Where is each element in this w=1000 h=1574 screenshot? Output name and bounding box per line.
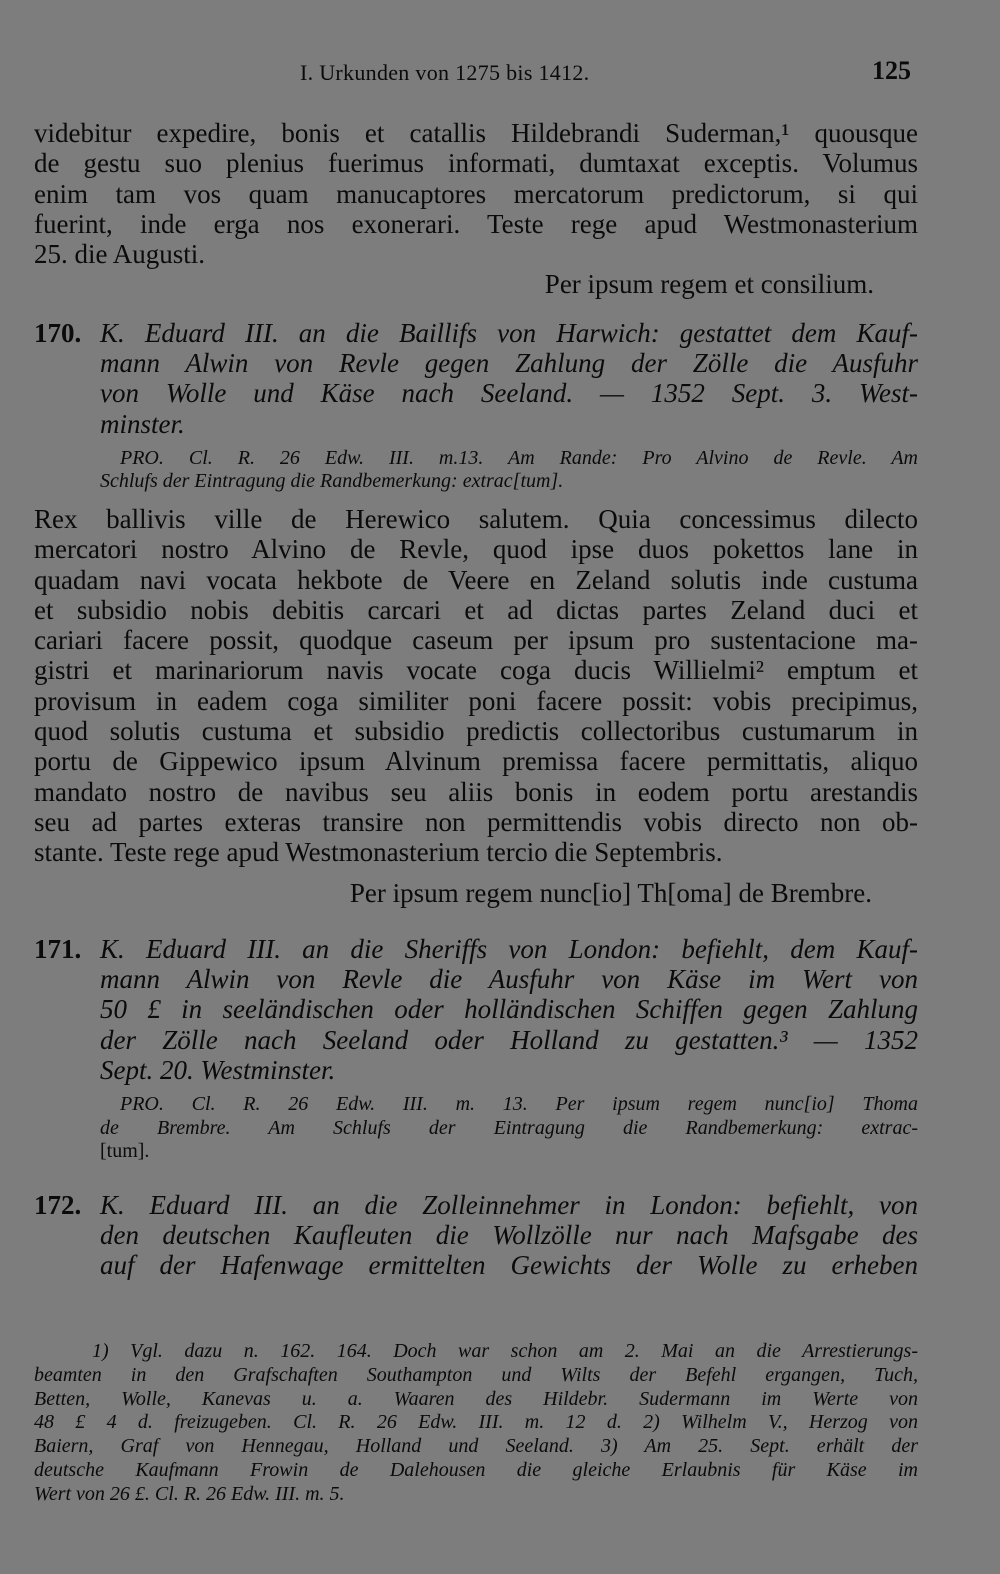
text-line: Rex ballivis ville de Herewico salutem. Quia concessimus dilecto <box>34 503 918 534</box>
signature-line: Per ipsum regem et consilium. <box>544 269 874 300</box>
regest-line: mann Alwin von Revle gegen Zahlung der Zölle die Ausfuhr <box>100 348 918 379</box>
entry-172 <box>34 1190 918 1281</box>
text-line: portu de Gippewico ipsum Alvinum premissa facere permittatis, aliquo <box>34 746 918 777</box>
text-line: videbitur expedire, bonis et catallis Hildebrandi Suderman,¹ quousque <box>34 118 918 148</box>
regest-line: K. Eduard III. an die Baillifs von Harwich: gestattet dem Kauf- <box>100 317 918 348</box>
entry-regest <box>34 318 918 439</box>
source-note <box>34 447 918 471</box>
text-line: gistri et marinariorum navis vocate coga ducis Willielmi² emptum et <box>34 655 918 686</box>
source-note-cont <box>34 1117 918 1164</box>
entry-regest <box>34 934 918 1085</box>
regest-line: von Wolle und Käse nach Seeland. — 1352 Sept. 3. West- <box>100 378 918 409</box>
entry-number: 172. <box>34 1189 82 1220</box>
regest-line: auf der Hafenwage ermittelten Gewichts der Wolle zu erheben <box>100 1250 918 1281</box>
text-line: quod solutis custuma et subsidio predictis collectoribus custumarum in <box>34 716 918 747</box>
text-line: mandato nostro de navibus seu aliis bonis in eodem portu arestandis <box>34 776 918 807</box>
entry-number: 171. <box>34 933 82 964</box>
entry-171 <box>34 934 918 1164</box>
text-line: enim tam vos quam manucaptores mercatorum predictorum, si qui <box>34 178 918 209</box>
signature-line: Per ipsum regem nunc[io] Th[oma] de Brembre. <box>349 877 872 908</box>
continued-text <box>34 118 918 300</box>
text-line: de gestu suo plenius fuerimus informati, dumtaxat exceptis. Volumus <box>34 148 918 179</box>
source-line: de Brembre. Am Schlufs der Eintragung die Randbemerkung: extrac- <box>100 1116 918 1139</box>
footnotes <box>34 1340 918 1507</box>
text-line: et subsidio nobis debitis carcari et ad dictas partes Zeland duci et <box>34 594 918 625</box>
page-body <box>34 118 918 1281</box>
text-line: mercatori nostro Alvino de Revle, quod ipse duos pokettos lane in <box>34 534 918 565</box>
source-line: Schlufs der Eintragung die Randbemerkung: extrac[tum]. <box>100 470 564 493</box>
footnote-line: beamten in den Grafschaften Southampton und Wilts der Befehl ergangen, Tuch, <box>34 1363 918 1386</box>
text-line: 25. die Augusti. <box>34 239 206 270</box>
regest-line: der Zölle nach Seeland oder Holland zu gestatten.³ — 1352 <box>100 1024 918 1055</box>
footnote-line: 48 £ 4 d. freizugeben. Cl. R. 26 Edw. III. m. 12 d. 2) Wilhelm V., Herzog von <box>34 1411 918 1434</box>
regest-line: K. Eduard III. an die Sheriffs von London: befiehlt, dem Kauf- <box>100 933 918 964</box>
footnote-line: Wert von 26 £. Cl. R. 26 Edw. III. m. 5. <box>34 1482 345 1505</box>
source-note <box>34 1093 918 1117</box>
text-line: seu ad partes exteras transire non permittendis vobis directo non ob- <box>34 806 918 837</box>
entry-170 <box>34 318 918 908</box>
page-header <box>0 56 1000 92</box>
regest-line: K. Eduard III. an die Zolleinnehmer in London: befiehlt, von <box>100 1189 918 1220</box>
text-line: stante. Teste rege apud Westmonasterium tercio die Septembris. <box>34 837 723 868</box>
footnote-line: Betten, Wolle, Kanevas u. a. Waaren des Hildebr. Sudermann im Werte von <box>34 1387 918 1410</box>
source-line: PRO. Cl. R. 26 Edw. III. m. 13. Per ipsum regem nunc[io] Thoma <box>120 1093 918 1116</box>
source-line: [tum]. <box>100 1140 150 1163</box>
source-line: PRO. Cl. R. 26 Edw. III. m.13. Am Rande: Pro Alvino de Revle. Am <box>120 446 918 469</box>
running-head: I. Urkunden von 1275 bis 1412. <box>300 60 590 85</box>
footnote-line: 1) Vgl. dazu n. 162. 164. Doch war schon am 2. Mai an die Arrestierungs- <box>92 1340 918 1362</box>
regest-line: 50 £ in seeländischen oder holländischen Schiffen gegen Zahlung <box>100 994 918 1025</box>
footnote-line: deutsche Kaufmann Frowin de Dalehousen die gleiche Erlaubnis für Käse im <box>34 1458 918 1481</box>
text-line: cariari facere possit, quodque caseum per ipsum pro sustentacione ma- <box>34 625 918 656</box>
document-text <box>34 504 918 868</box>
regest-line: den deutschen Kaufleuten die Wollzölle nur nach Mafsgabe des <box>100 1220 918 1251</box>
footnote-line: Baiern, Graf von Hennegau, Holland und Seeland. 3) Am 25. Sept. erhält der <box>34 1435 918 1458</box>
entry-regest <box>34 1190 918 1281</box>
text-line: fuerint, inde erga nos exonerari. Teste rege apud Westmonasterium <box>34 208 918 239</box>
entry-number: 170. <box>34 317 82 348</box>
source-note-cont <box>34 470 918 494</box>
regest-line: Sept. 20. Westminster. <box>100 1055 336 1086</box>
page-number: 125 <box>872 56 911 85</box>
text-line: provisum in eadem coga similiter poni facere possit: vobis precipimus, <box>34 685 918 716</box>
regest-line: minster. <box>100 408 185 439</box>
regest-line: mann Alwin von Revle die Ausfuhr von Käse im Wert von <box>100 964 918 995</box>
text-line: quadam navi vocata hekbote de Veere en Zeland solutis inde custuma <box>34 564 918 595</box>
